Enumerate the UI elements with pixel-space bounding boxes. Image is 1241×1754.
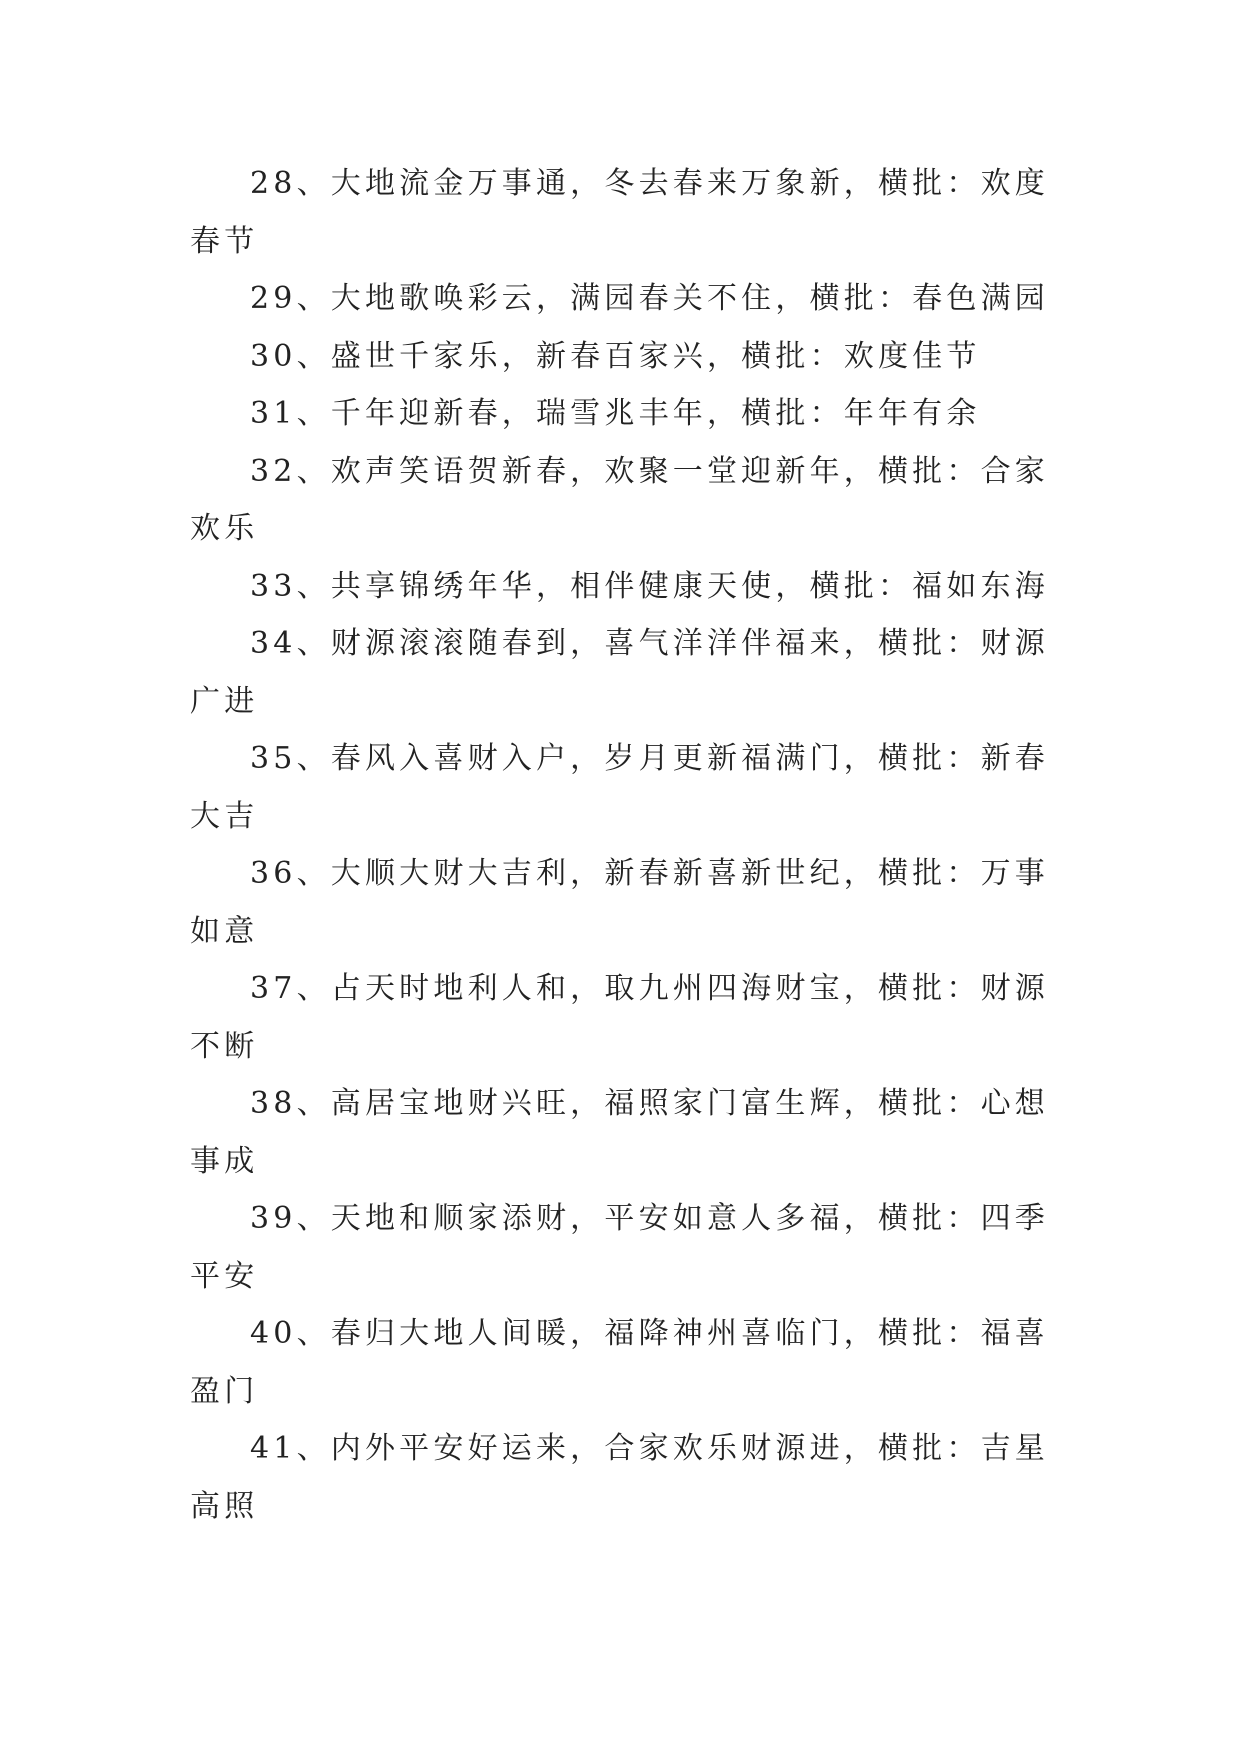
couplet-entry-35: 35、春风入喜财入户，岁月更新福满门，横批：新春大吉 bbox=[190, 741, 1049, 834]
couplet-entry-28: 28、大地流金万事通，冬去春来万象新，横批：欢度春节 bbox=[190, 166, 1049, 259]
couplet-entry-40: 40、春归大地人间暖，福降神州喜临门，横批：福喜盈门 bbox=[190, 1316, 1049, 1409]
couplet-entry-39: 39、天地和顺家添财，平安如意人多福，横批：四季平安 bbox=[190, 1201, 1049, 1294]
couplet-entry-38: 38、高居宝地财兴旺，福照家门富生辉，横批：心想事成 bbox=[190, 1086, 1049, 1179]
couplet-entry-34: 34、财源滚滚随春到，喜气洋洋伴福来，横批：财源广进 bbox=[190, 626, 1049, 719]
couplet-list bbox=[190, 155, 1052, 1535]
couplet-entry-37: 37、占天时地利人和，取九州四海财宝，横批：财源不断 bbox=[190, 971, 1049, 1064]
couplet-entry-36: 36、大顺大财大吉利，新春新喜新世纪，横批：万事如意 bbox=[190, 856, 1049, 949]
couplet-entry-41: 41、内外平安好运来，合家欢乐财源进，横批：吉星高照 bbox=[190, 1431, 1049, 1524]
couplet-entry-32: 32、欢声笑语贺新春，欢聚一堂迎新年，横批：合家欢乐 bbox=[190, 453, 1049, 546]
couplet-entry-33: 33、共享锦绣年华，相伴健康天使，横批：福如东海 bbox=[250, 568, 1049, 604]
couplet-entry-31: 31、千年迎新春，瑞雪兆丰年，横批：年年有余 bbox=[250, 396, 981, 431]
couplet-entry-30: 30、盛世千家乐，新春百家兴，横批：欢度佳节 bbox=[250, 338, 981, 374]
couplet-entry-29: 29、大地歌唤彩云，满园春关不住，横批：春色满园 bbox=[250, 281, 1049, 316]
